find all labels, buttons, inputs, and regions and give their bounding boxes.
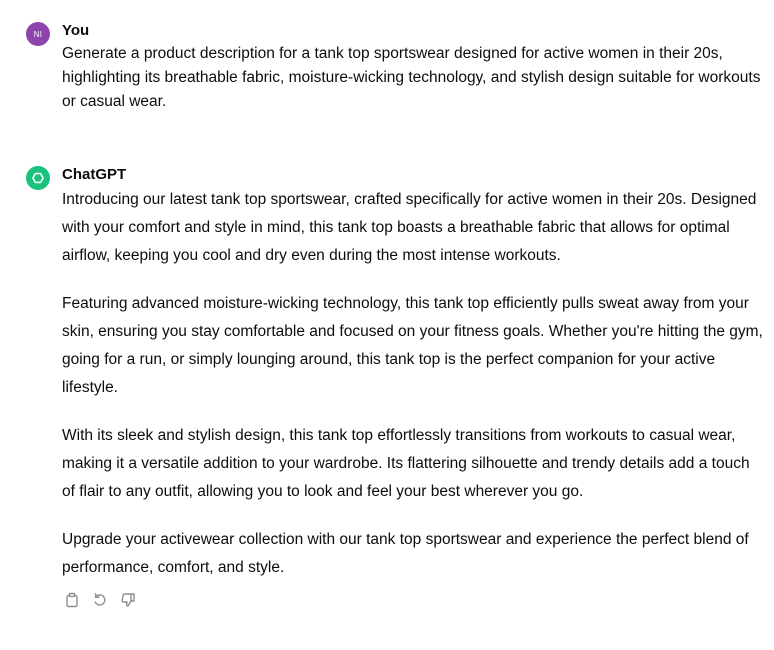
regenerate-icon — [92, 592, 108, 608]
user-avatar — [26, 22, 50, 46]
assistant-paragraph: With its sleek and stylish design, this tank top effortlessly transitions from workouts to casual wear, making it a versatile addition to your wardrobe. Its flattering silhouette and trendy details add a touch of flair to any outfit, allowing you to look and feel your best wherever you go. — [62, 427, 750, 500]
user-avatar-initials: NI — [33, 29, 43, 39]
regenerate-button[interactable] — [90, 590, 110, 610]
assistant-paragraph: Introducing our latest tank top sportswear, crafted specifically for active women in their 20s. Designed with your comfort and style in mind, this tank top boasts a breathable fabric that allows for optimal airflow, keeping you cool and dry even during the most intense workouts. — [62, 191, 757, 264]
assistant-paragraph: Upgrade your activewear collection with our tank top sportswear and experience the perfect blend of performance, comfort, and style. — [62, 531, 749, 576]
user-message-text: Generate a product description for a tank top sportswear designed for active women in their 20s, highlighting its breathable fabric, moisture-wicking technology, and stylish design suitable for workouts or casual wear. — [62, 45, 761, 110]
thumbs-down-button[interactable] — [118, 590, 138, 610]
copy-button[interactable] — [62, 590, 82, 610]
assistant-paragraph: Featuring advanced moisture-wicking technology, this tank top efficiently pulls sweat away from your skin, ensuring you stay comfortable and focused on your fitness goals. Whether you're hitting the gym, going for a run, or simply lounging around, this tank top is the perfect companion for your active lifestyle. — [62, 295, 763, 396]
message-actions — [62, 590, 138, 610]
clipboard-icon — [64, 592, 80, 608]
thumbs-down-icon — [120, 592, 136, 608]
assistant-message-content — [62, 186, 766, 602]
user-message-content — [62, 42, 766, 114]
user-author-name: You — [62, 22, 90, 39]
assistant-author-name: ChatGPT — [62, 166, 127, 183]
chatgpt-logo-icon — [26, 166, 50, 190]
